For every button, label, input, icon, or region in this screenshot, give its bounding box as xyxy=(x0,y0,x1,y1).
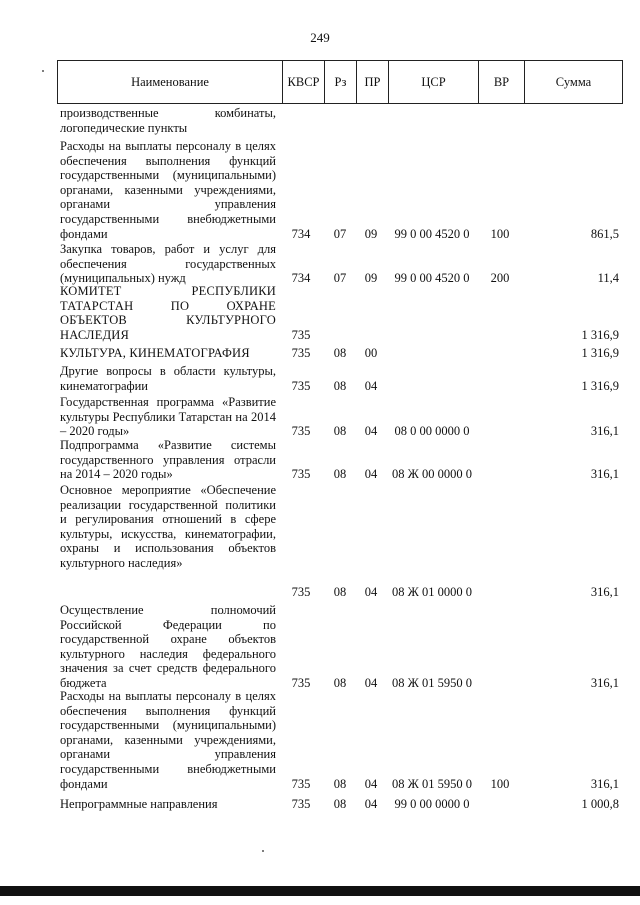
row-rz: 08 xyxy=(333,797,347,811)
row-sum: 1 000,8 xyxy=(581,797,619,811)
row-rz: 08 xyxy=(333,467,347,482)
table-row xyxy=(57,483,623,600)
row-name: Осуществление полномочий Российской Федерации по государственной охране объектов культурного наследия федерального значения за счет средств федерального бюджета xyxy=(60,603,276,690)
row-kvsr: 735 xyxy=(291,378,311,393)
row-csr: 99 0 00 4520 0 xyxy=(394,226,470,241)
row-pr: 04 xyxy=(364,585,378,600)
row-pr: 04 xyxy=(364,467,378,482)
row-sum: 1 316,9 xyxy=(581,378,619,393)
row-rz: 08 xyxy=(333,676,347,690)
row-vr: 200 xyxy=(490,271,510,286)
row-pr: 04 xyxy=(364,378,378,393)
table-row xyxy=(57,106,623,135)
row-csr: 08 Ж 01 5950 0 xyxy=(392,776,472,791)
row-kvsr: 735 xyxy=(291,776,311,791)
row-pr: 04 xyxy=(364,797,378,811)
header-name: Наименование xyxy=(131,74,209,89)
header-csr: ЦСР xyxy=(388,61,478,103)
row-name: производственные комбинаты, логопедические пункты xyxy=(60,106,276,135)
row-vr: 100 xyxy=(490,776,510,791)
page-number: 249 xyxy=(310,30,330,45)
header-pr: ПР xyxy=(356,61,388,103)
header-sum: Сумма xyxy=(524,61,622,103)
row-sum: 316,1 xyxy=(590,585,619,600)
table-row xyxy=(57,364,623,393)
row-name: Расходы на выплаты персоналу в целях обеспечения выполнения функций государственными (муниципальными) органами, казенными учреждениями, органами управления государственными внебюджетными фондами xyxy=(60,689,276,791)
header-rz: Рз xyxy=(324,61,356,103)
row-name: Подпрограмма «Развитие системы государственного управления отрасли на 2014 – 2020 годы» xyxy=(60,438,276,482)
row-sum: 316,1 xyxy=(590,676,619,690)
row-name: Расходы на выплаты персоналу в целях обеспечения выполнения функций государственными (муниципальными) органами, казенными учреждениями, органами управления государственными внебюджетными фондами xyxy=(60,139,276,241)
row-rz: 07 xyxy=(333,226,347,241)
row-kvsr: 735 xyxy=(291,676,311,690)
row-kvsr: 735 xyxy=(291,797,311,811)
row-kvsr: 735 xyxy=(291,327,311,342)
table-row xyxy=(57,438,623,482)
row-csr: 08 Ж 01 0000 0 xyxy=(392,585,472,600)
row-name: Государственная программа «Развитие культуры Республики Татарстан на 2014 – 2020 годы» xyxy=(60,395,276,439)
row-name: КУЛЬТУРА, КИНЕМАТОГРАФИЯ xyxy=(60,346,250,360)
table-row xyxy=(57,346,623,361)
row-csr: 08 0 00 0000 0 xyxy=(394,424,470,439)
row-pr: 04 xyxy=(364,424,378,439)
table-header xyxy=(57,60,623,104)
row-kvsr: 734 xyxy=(291,226,311,241)
row-kvsr: 734 xyxy=(291,271,311,286)
row-sum: 316,1 xyxy=(590,424,619,439)
header-vr: ВР xyxy=(478,61,524,103)
row-kvsr: 735 xyxy=(291,585,311,600)
table-row xyxy=(57,242,623,286)
row-pr: 00 xyxy=(364,346,378,360)
row-name: Непрограммные направления xyxy=(60,797,218,811)
row-rz: 07 xyxy=(333,271,347,286)
row-pr: 09 xyxy=(364,271,378,286)
row-rz: 08 xyxy=(333,776,347,791)
scan-speck xyxy=(42,70,44,72)
row-kvsr: 735 xyxy=(291,346,311,360)
header-kvsr: КВСР xyxy=(282,61,324,103)
row-pr: 04 xyxy=(364,676,378,690)
scan-border xyxy=(0,886,640,896)
row-sum: 1 316,9 xyxy=(581,346,619,360)
row-name: Другие вопросы в области культуры, кинематографии xyxy=(60,364,276,393)
row-vr: 100 xyxy=(490,226,510,241)
table-row xyxy=(57,689,623,791)
row-pr: 09 xyxy=(364,226,378,241)
row-kvsr: 735 xyxy=(291,467,311,482)
row-csr: 08 Ж 01 5950 0 xyxy=(392,676,472,690)
scan-speck xyxy=(262,850,264,852)
row-rz: 08 xyxy=(333,378,347,393)
row-csr: 08 Ж 00 0000 0 xyxy=(392,467,472,482)
row-sum: 316,1 xyxy=(590,467,619,482)
table-row xyxy=(57,797,623,812)
table-row xyxy=(57,395,623,439)
row-csr: 99 0 00 0000 0 xyxy=(394,797,470,811)
table-row xyxy=(57,603,623,691)
row-sum: 316,1 xyxy=(590,776,619,791)
row-rz: 08 xyxy=(333,585,347,600)
row-pr: 04 xyxy=(364,776,378,791)
row-kvsr: 735 xyxy=(291,424,311,439)
row-name: Закупка товаров, работ и услуг для обеспечения государственных (муниципальных) нужд xyxy=(60,242,276,286)
row-rz: 08 xyxy=(333,424,347,439)
row-rz: 08 xyxy=(333,346,347,360)
budget-table xyxy=(57,60,623,811)
table-row xyxy=(57,284,623,342)
row-sum: 11,4 xyxy=(597,271,619,286)
table-row xyxy=(57,139,623,241)
row-name: КОМИТЕТ РЕСПУБЛИКИ ТАТАРСТАН ПО ОХРАНЕ ОБЪЕКТОВ КУЛЬТУРНОГО НАСЛЕДИЯ xyxy=(60,284,276,342)
row-name: Основное мероприятие «Обеспечение реализации государственной политики и регулирования отношений в сфере культуры, искусства, кинематографии, охраны и использования объектов культурного наследия» xyxy=(60,483,276,570)
row-csr: 99 0 00 4520 0 xyxy=(394,271,470,286)
row-sum: 1 316,9 xyxy=(581,327,619,342)
row-sum: 861,5 xyxy=(590,226,619,241)
